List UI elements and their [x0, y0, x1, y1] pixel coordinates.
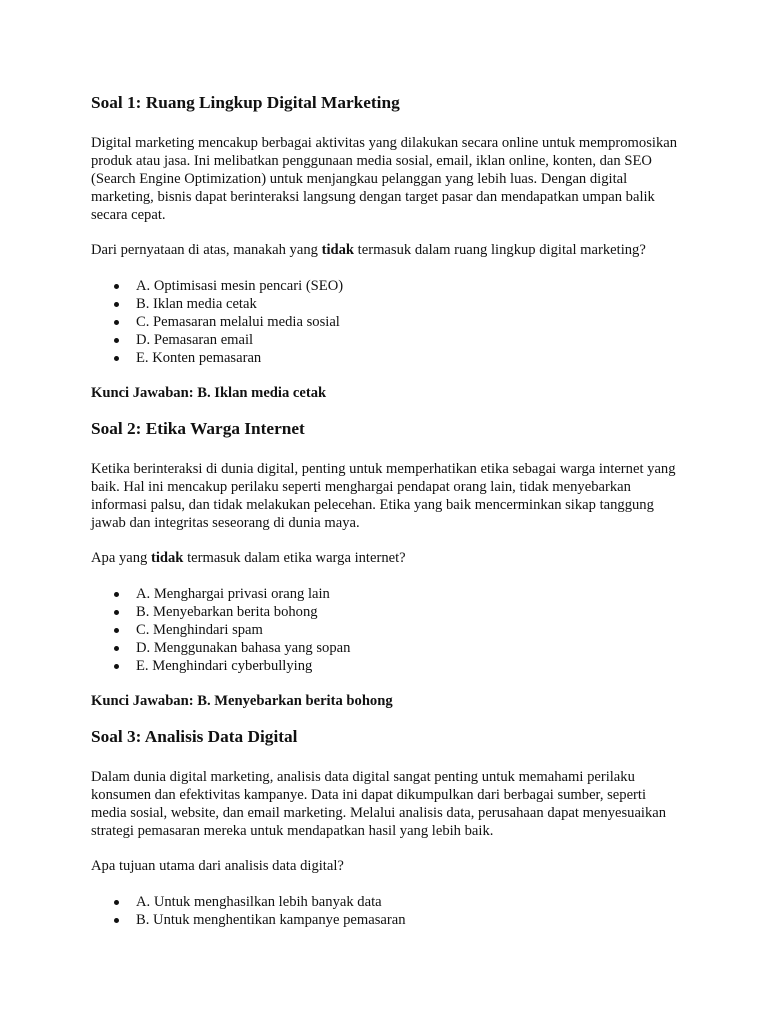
soal-3-question: Apa tujuan utama dari analisis data digital? [91, 858, 344, 874]
soal-3-paragraph: Dalam dunia digital marketing, analisis data digital sangat penting untuk memahami perilaku konsumen dan efektivitas kampanye. Data ini dapat dikumpulkan dari berbagai sumber, seperti media sosial, website, dan email marketing. Melalui analisis data, perusahaan dapat menyesuaikan strategi pemasaran mereka untuk mendapatkan hasil yang lebih baik. [91, 769, 667, 839]
bullet-icon [114, 628, 119, 633]
soal-2-answer-key: Kunci Jawaban: B. Menyebarkan berita bohong [91, 693, 393, 709]
soal-1-options [91, 277, 678, 367]
bullet-icon [114, 356, 119, 361]
option-item [91, 603, 678, 621]
bullet-icon [114, 592, 119, 597]
soal-2-question [91, 549, 678, 567]
option-label: C. Pemasaran melalui media sosial [136, 314, 340, 330]
bullet-icon [114, 918, 119, 923]
option-item [91, 911, 678, 929]
bullet-icon [114, 610, 119, 615]
bullet-icon [114, 664, 119, 669]
option-label: B. Menyebarkan berita bohong [136, 604, 318, 620]
soal-1-question-text-end: termasuk dalam ruang lingkup digital marketing? [354, 242, 646, 258]
option-item [91, 585, 678, 603]
soal-2-section [91, 418, 678, 710]
soal-2-question-text-end: termasuk dalam etika warga internet? [183, 550, 406, 566]
soal-2-paragraph: Ketika berinteraksi di dunia digital, penting untuk memperhatikan etika sebagai warga internet yang baik. Hal ini mencakup perilaku seperti menghargai pendapat orang lain, tidak menyebarkan informasi palsu, dan tidak melakukan pelecehan. Etika yang baik mencerminkan sikap tanggung jawab dan integritas seseorang di dunia maya. [91, 461, 676, 531]
option-item [91, 331, 678, 349]
option-label: A. Menghargai privasi orang lain [136, 586, 330, 602]
option-item [91, 657, 678, 675]
option-label: A. Optimisasi mesin pencari (SEO) [136, 278, 344, 294]
option-item [91, 277, 678, 295]
option-item [91, 349, 678, 367]
soal-2-question-emphasis: tidak [150, 550, 184, 566]
soal-3-options [91, 893, 678, 929]
bullet-icon [114, 320, 119, 325]
soal-2-question-text: Apa yang [91, 550, 151, 566]
bullet-icon [114, 284, 119, 289]
soal-1-section [91, 92, 678, 402]
option-label: D. Pemasaran email [136, 332, 254, 348]
option-label: B. Untuk menghentikan kampanye pemasaran [136, 912, 406, 928]
option-label: B. Iklan media cetak [136, 296, 257, 312]
bullet-icon [114, 302, 119, 307]
soal-1-paragraph: Digital marketing mencakup berbagai aktivitas yang dilakukan secara online untuk mempromosikan produk atau jasa. Ini melibatkan penggunaan media sosial, email, iklan online, konten, dan SEO (Search Engine Optimization) untuk menjangkau pelanggan yang lebih luas. Dengan digital marketing, bisnis dapat berinteraksi langsung dengan target pasar dan mendapatkan umpan balik secara cepat. [91, 135, 678, 223]
option-label: A. Untuk menghasilkan lebih banyak data [136, 894, 382, 910]
option-label: D. Menggunakan bahasa yang sopan [136, 640, 351, 656]
option-item [91, 313, 678, 331]
soal-3-title: Soal 3: Analisis Data Digital [91, 727, 298, 746]
option-item [91, 621, 678, 639]
soal-3-section [91, 726, 678, 929]
bullet-icon [114, 646, 119, 651]
soal-2-title: Soal 2: Etika Warga Internet [91, 419, 305, 438]
soal-1-question [91, 241, 678, 259]
soal-1-title: Soal 1: Ruang Lingkup Digital Marketing [91, 93, 400, 112]
soal-1-question-text: Dari pernyataan di atas, manakah yang [91, 242, 322, 258]
bullet-icon [114, 900, 119, 905]
soal-2-options [91, 585, 678, 675]
option-label: C. Menghindari spam [136, 622, 263, 638]
option-item [91, 295, 678, 313]
option-item [91, 893, 678, 911]
option-label: E. Konten pemasaran [136, 350, 262, 366]
option-item [91, 639, 678, 657]
soal-1-question-emphasis: tidak [321, 242, 355, 258]
option-label: E. Menghindari cyberbullying [136, 658, 313, 674]
bullet-icon [114, 338, 119, 343]
soal-1-answer-key: Kunci Jawaban: B. Iklan media cetak [91, 385, 327, 401]
